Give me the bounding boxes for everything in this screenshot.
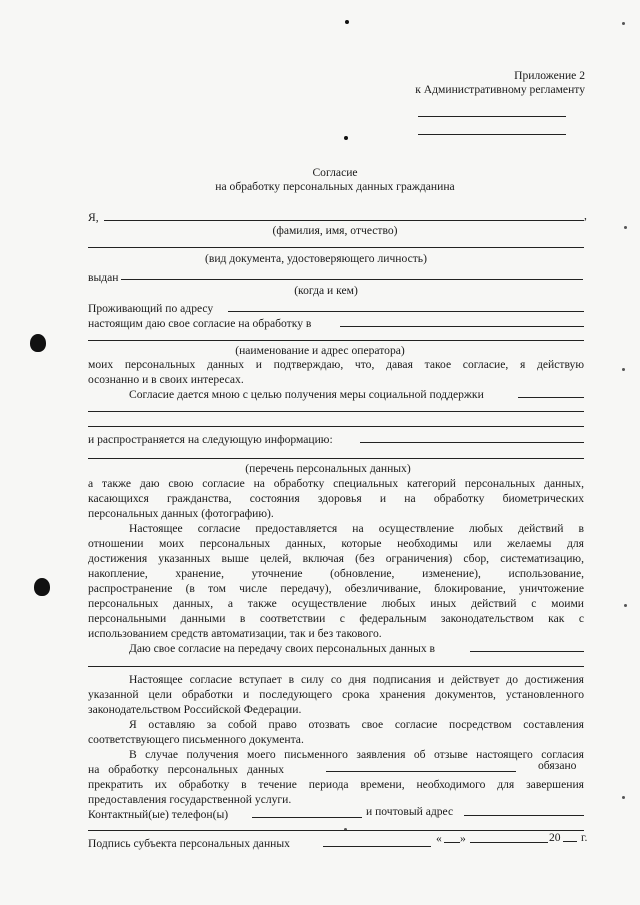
appendix-blank-line [418,134,566,135]
paragraph-line: прекратить их обработку в течение периода времени, необходимого для завершения [88,778,584,791]
month-line [470,842,548,843]
paragraph-line: В случае получения моего письменного заявления об отзыве настоящего согласия [129,748,584,761]
paragraph-line: соответствующего письменного документа. [88,733,304,746]
fio-hint: (фамилия, имя, отчество) [272,224,398,237]
issued-hint: (когда и кем) [294,284,358,297]
operator-line [340,326,584,327]
year-line [563,841,577,842]
authority-line [326,771,516,772]
paragraph-line: накопление, хранение, уточнение (обновление, изменение), использование, [88,567,584,580]
paragraph-line: Настоящее согласие предоставляется на осуществление любых действий в [129,522,584,535]
document-title: Согласие [312,166,358,179]
appendix-number: Приложение 2 [514,69,585,82]
purpose-line-2 [88,411,584,412]
operator-line-2 [88,340,584,341]
ya-label: Я, [88,211,99,224]
address-line [228,311,584,312]
info-hint: (перечень персональных данных) [245,462,411,475]
punch-hole-bottom [34,578,50,596]
paragraph-line: персональных данных (фотографию). [88,507,274,520]
transfer-line [470,651,584,652]
date-quote-open: « [436,832,442,845]
transfer-line-2 [88,666,584,667]
fio-comma: , [584,209,587,222]
address-label: Проживающий по адресу [88,302,214,315]
paragraph-line: Я оставляю за собой право отозвать свое согласие посредством составления [129,718,584,731]
paragraph-line: законодательством Российской Федерации. [88,703,302,716]
day-line [444,842,460,843]
paragraph-line: использованием средств автоматизации, так и без такового. [88,627,382,640]
paragraph-line: касающихся гражданства, состояния здоровья и на обработку биометрических [88,492,584,505]
scan-speck [622,22,625,25]
fio-line [104,220,584,221]
paragraph-line: а также даю свою согласие на обработку специальных категорий персональных данных, [88,477,584,490]
paragraph-line: предоставления государственной услуги. [88,793,292,806]
post-address-line [464,815,584,816]
paragraph-line: указанной цели обработки и последующего срока хранения документов, установленного [88,688,584,701]
paragraph-line: достижения указанных выше целей, включая (без ограничения) сбор, систематизацию, [88,552,584,565]
paragraph-line: персональными данными в соответствии с федеральным законодательством как с [88,612,584,625]
signature-line [323,846,431,847]
paragraph-line: персональных данных, а также осуществление любых иных действий с моими [88,597,584,610]
document-line [88,247,584,248]
purpose-line-3 [88,426,584,427]
paragraph-line: моих персональных данных и подтверждаю, что, давая такое согласие, я действую [88,358,584,371]
issued-label: выдан [88,271,119,284]
paragraph-line: отношении моих персональных данных, которые необходимы или желаемы для [88,537,584,550]
phone-line [252,817,362,818]
consent-to-label: настоящим даю свое согласие на обработку в [88,317,312,330]
operator-hint: (наименование и адрес оператора) [235,344,405,357]
appendix-blank-line [418,116,566,117]
year-prefix: 20 [549,831,561,844]
scan-speck [622,796,625,799]
scan-speck [344,136,348,140]
post-address-line-2 [88,830,584,831]
info-line [360,442,584,443]
document-subtitle: на обработку персональных данных гражданина [215,180,455,193]
date-quote-close: » [460,832,466,845]
info-label: и распространяется на следующую информацию: [88,433,333,446]
transfer-label: Даю свое согласие на передачу своих персональных данных в [129,642,436,655]
info-line-2 [88,458,584,459]
signature-label: Подпись субъекта персональных данных [88,837,290,850]
scan-speck [624,604,627,607]
paragraph-line: распространение (в том числе передачу), обезличивание, блокирование, уничтожение [88,582,584,595]
paragraph-line: Настоящее согласие вступает в силу со дня подписания и действует до достижения [129,673,584,686]
document-hint: (вид документа, удостоверяющего личность) [205,252,427,265]
scan-speck [345,20,349,24]
post-address-label: и почтовый адрес [366,805,454,818]
paragraph-line: обязано [538,759,577,772]
year-suffix: г. [581,831,588,844]
paragraph-line: осознанно и в своих интересах. [88,373,244,386]
paragraph-line: на обработку персональных данных [88,763,285,776]
appendix-reference: к Административному регламенту [415,83,585,96]
purpose-label: Согласие дается мною с целью получения меры социальной поддержки [129,388,484,401]
purpose-line [518,397,584,398]
issued-line [121,279,583,280]
phone-label: Контактный(ые) телефон(ы) [88,808,229,821]
scan-speck [622,368,625,371]
